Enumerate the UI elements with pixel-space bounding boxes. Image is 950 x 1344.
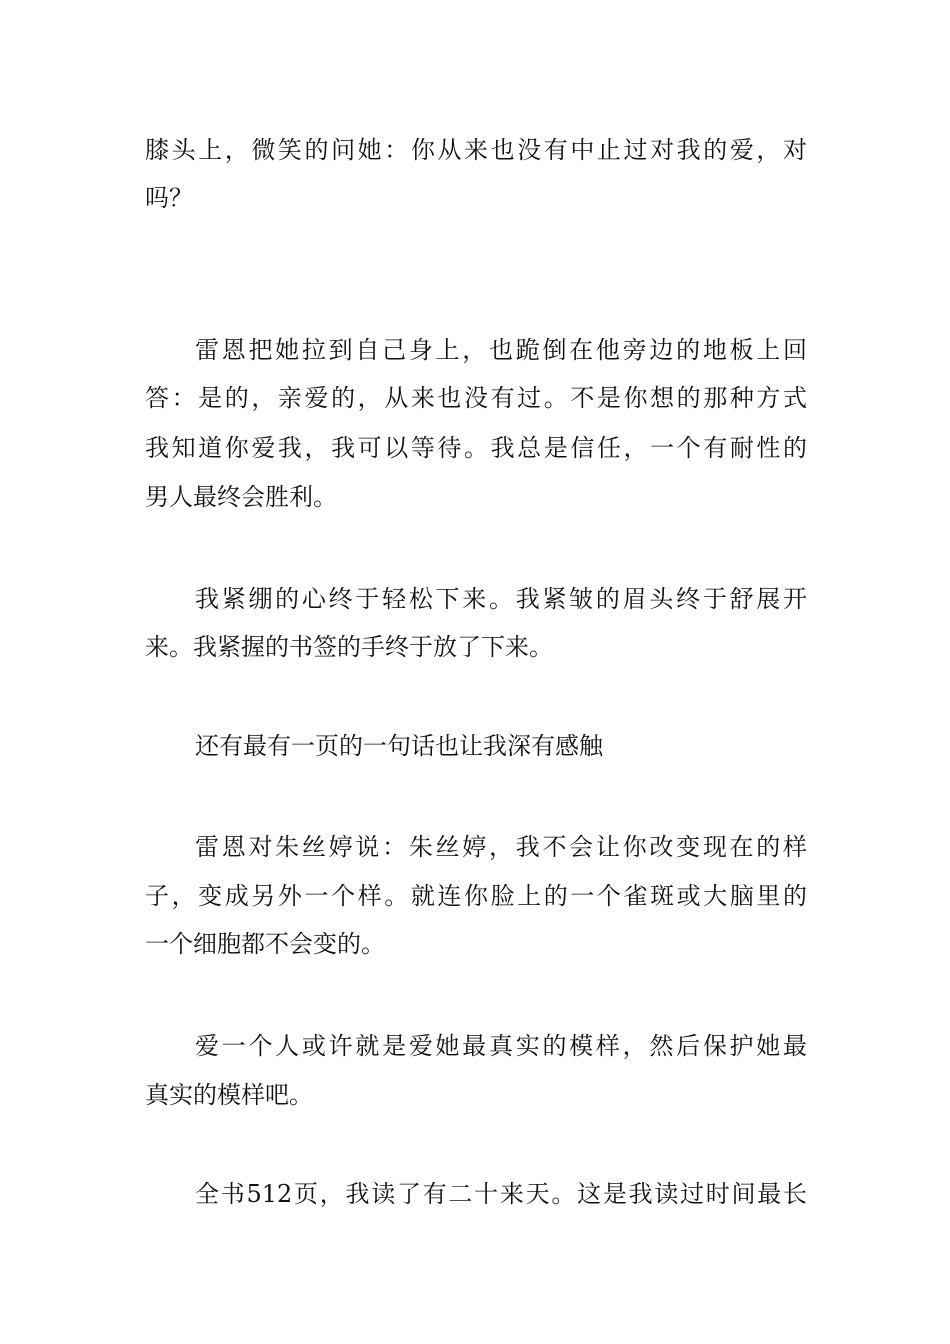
text-line: 爱一个人或许就是爱她最真实的模样，然后保护她最 [195, 1032, 807, 1060]
text-line: 我知道你爱我，我可以等待。我总是信任，一个有耐性的 [145, 434, 807, 462]
text-line: 膝头上，微笑的问她：你从来也没有中止过对我的爱，对 [145, 136, 807, 164]
text-line: 子，变成另外一个样。就连你脸上的一个雀斑或大脑里的 [145, 882, 807, 910]
text-line: 雷恩把她拉到自己身上，也跪倒在他旁边的地板上回 [195, 336, 807, 364]
text-line: 雷恩对朱丝婷说：朱丝婷，我不会让你改变现在的样 [195, 833, 807, 861]
text-line: 答：是的，亲爱的，从来也没有过。不是你想的那种方式 [145, 384, 807, 412]
text-line: 一个细胞都不会变的。 [145, 930, 385, 958]
text-line: 还有最有一页的一句话也让我深有感触 [195, 732, 603, 760]
text-line: 吗？ [145, 184, 193, 212]
text-line: 来。我紧握的书签的手终于放了下来。 [145, 633, 553, 661]
text-line: 我紧绷的心终于轻松下来。我紧皱的眉头终于舒展开 [195, 585, 807, 613]
text-line: 真实的模样吧。 [145, 1081, 313, 1109]
text-line: 男人最终会胜利。 [145, 483, 337, 511]
text-line: 全书512页，我读了有二十来天。这是我读过时间最长 [195, 1180, 807, 1208]
